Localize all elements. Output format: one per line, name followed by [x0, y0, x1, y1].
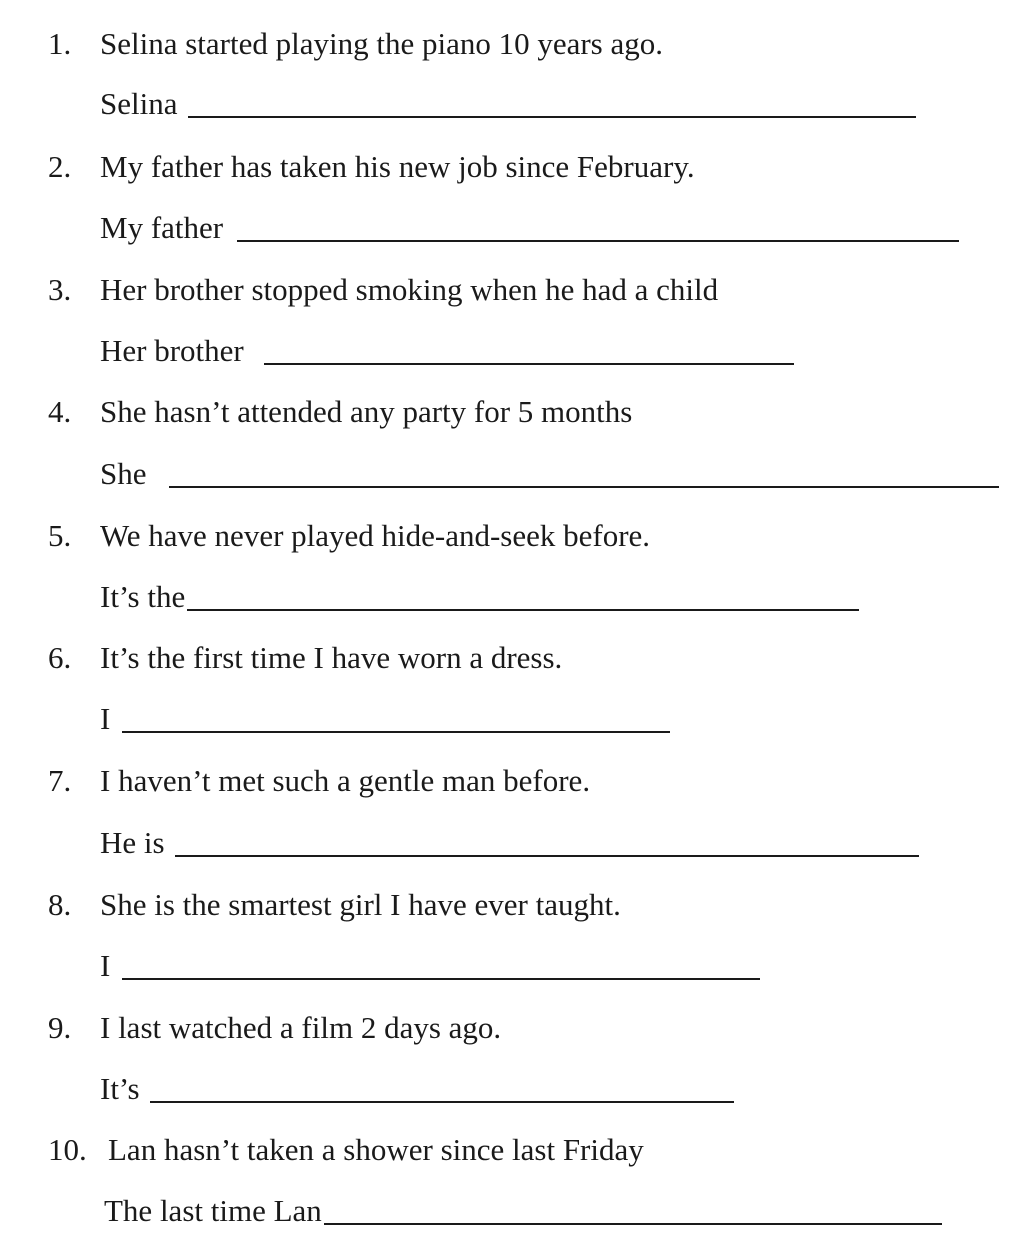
answer-row [100, 577, 859, 617]
answer-row [100, 84, 916, 124]
exercise-sentence: I haven’t met such a gentle man before. [100, 763, 591, 798]
answer-starter: The last time Lan [104, 1193, 322, 1228]
answer-blank[interactable] [150, 1101, 734, 1103]
answer-starter: Her brother [100, 333, 244, 368]
exercise-number: 9. [48, 1010, 72, 1045]
exercise-sentence: Her brother stopped smoking when he had a child [100, 272, 719, 307]
exercise-number: 8. [48, 887, 72, 922]
answer-blank[interactable] [169, 486, 999, 488]
answer-row [100, 1069, 734, 1109]
answer-blank[interactable] [188, 116, 916, 118]
answer-starter: It’s the [100, 579, 186, 614]
answer-starter: He is [100, 825, 165, 860]
exercise-sentence: Lan hasn’t taken a shower since last Friday [108, 1132, 644, 1167]
exercise-number: 6. [48, 640, 72, 675]
answer-blank[interactable] [122, 731, 670, 733]
exercise-sentence: She is the smartest girl I have ever taught. [100, 887, 621, 922]
answer-blank[interactable] [264, 363, 794, 365]
answer-blank[interactable] [122, 978, 760, 980]
exercise-sentence: My father has taken his new job since February. [100, 149, 695, 184]
answer-starter: Selina [100, 86, 178, 121]
exercise-number: 1. [48, 26, 72, 61]
exercise-number: 4. [48, 394, 72, 429]
answer-starter: I [100, 701, 111, 736]
answer-blank[interactable] [237, 240, 959, 242]
answer-row [100, 331, 794, 371]
exercise-sentence: Selina started playing the piano 10 years ago. [100, 26, 664, 61]
exercise-number: 3. [48, 272, 72, 307]
answer-row [104, 1191, 942, 1231]
answer-starter: It’s [100, 1071, 140, 1106]
exercise-number: 10. [48, 1132, 87, 1167]
answer-row [100, 823, 919, 863]
answer-blank[interactable] [175, 855, 919, 857]
exercise-number: 2. [48, 149, 72, 184]
exercise-sentence: We have never played hide-and-seek before. [100, 518, 651, 553]
exercise-number: 5. [48, 518, 72, 553]
exercise-sentence: It’s the first time I have worn a dress. [100, 640, 563, 675]
answer-blank[interactable] [324, 1223, 942, 1225]
exercise-sentence: I last watched a film 2 days ago. [100, 1010, 502, 1045]
answer-starter: She [100, 456, 147, 491]
exercise-number: 7. [48, 763, 72, 798]
answer-row [100, 699, 670, 739]
answer-row [100, 208, 959, 248]
answer-row [100, 454, 999, 494]
exercise-sentence: She hasn’t attended any party for 5 months [100, 394, 633, 429]
answer-starter: My father [100, 210, 224, 245]
answer-blank[interactable] [187, 609, 859, 611]
answer-starter: I [100, 948, 111, 983]
answer-row [100, 946, 760, 986]
